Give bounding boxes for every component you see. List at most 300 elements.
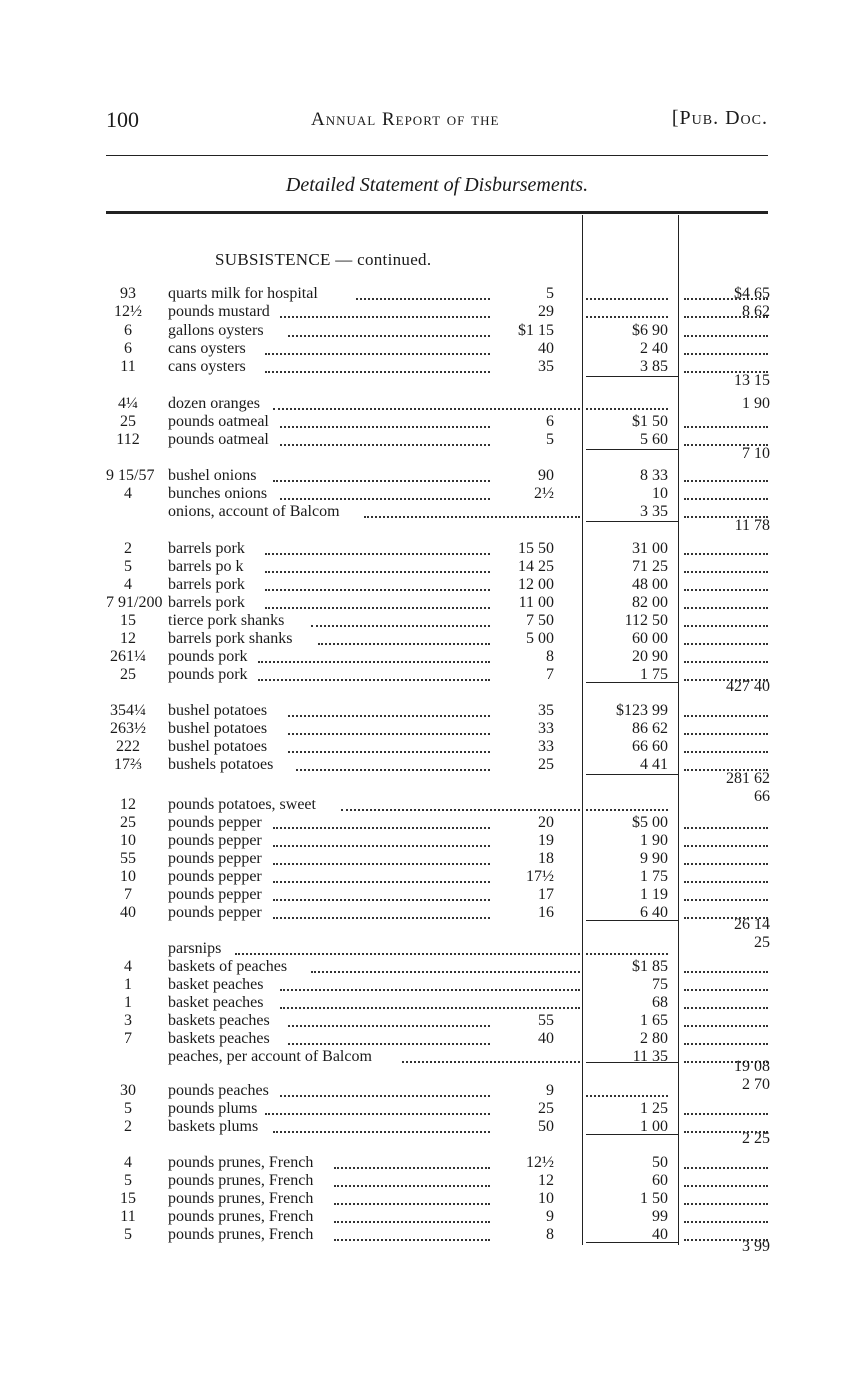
- dot-leader: [684, 899, 768, 901]
- ledger-row: [106, 886, 776, 904]
- dot-leader: [273, 408, 580, 410]
- quantity: 354¼: [110, 702, 146, 719]
- line-amount: 40: [652, 1226, 668, 1243]
- dot-leader: [311, 625, 490, 627]
- item-description: pounds mustard: [168, 303, 270, 320]
- dot-leader: [311, 971, 580, 973]
- line-amount: 60 00: [632, 630, 668, 647]
- quantity: 261¼: [110, 648, 146, 665]
- statement-title: Detailed Statement of Disbursements.: [285, 174, 589, 196]
- quantity: 10: [120, 868, 136, 885]
- ledger-row: [106, 372, 776, 390]
- unit-rate: 12½: [526, 1154, 554, 1171]
- line-amount: 1 25: [640, 1100, 668, 1117]
- subtotal-rule: [586, 920, 678, 921]
- ledger-row: [106, 285, 776, 303]
- dot-leader: [684, 989, 768, 991]
- line-amount: 2 40: [640, 340, 668, 357]
- quantity: 4: [124, 485, 132, 502]
- line-amount: 60: [652, 1172, 668, 1189]
- dot-leader: [684, 1007, 768, 1009]
- item-description: baskets of peaches: [168, 958, 288, 975]
- title-rule: [106, 211, 768, 214]
- dot-leader: [265, 1113, 490, 1115]
- item-description: pounds prunes, French: [168, 1154, 314, 1171]
- group-total: 427 40: [726, 678, 770, 695]
- line-amount: 6 40: [640, 904, 668, 921]
- unit-rate: 5: [546, 431, 554, 448]
- quantity: 1: [124, 976, 132, 993]
- line-amount: 2 80: [640, 1030, 668, 1047]
- quantity: 2: [124, 540, 132, 557]
- item-description: baskets plums: [168, 1118, 259, 1135]
- unit-rate: 55: [538, 1012, 554, 1029]
- unit-rate: 33: [538, 738, 554, 755]
- dot-leader: [684, 733, 768, 735]
- section-heading: SUBSISTENCE — continued.: [215, 250, 432, 269]
- quantity: 4: [124, 1154, 132, 1171]
- unit-rate: $1 15: [518, 322, 554, 339]
- unit-rate: 2½: [534, 485, 554, 502]
- line-amount: 1 00: [640, 1118, 668, 1135]
- quantity: 263½: [110, 720, 146, 737]
- ledger-row: [106, 940, 776, 958]
- dot-leader: [280, 1007, 580, 1009]
- line-amount: $1 50: [632, 413, 668, 430]
- ledger-row: [106, 720, 776, 738]
- quantity: 4: [124, 958, 132, 975]
- group-total: 13 15: [734, 372, 770, 389]
- item-description: bushel potatoes: [168, 720, 268, 737]
- page-number: 100: [106, 107, 139, 132]
- dot-leader: [684, 863, 768, 865]
- line-amount: 8 33: [640, 467, 668, 484]
- dot-leader: [265, 607, 490, 609]
- group-total: 8 62: [742, 303, 770, 320]
- unit-rate: 11 00: [518, 594, 554, 611]
- unit-rate: 9: [546, 1208, 554, 1225]
- dot-leader: [341, 809, 580, 811]
- dot-leader: [273, 480, 490, 482]
- ledger-row: [106, 770, 776, 788]
- line-amount: 68: [652, 994, 668, 1011]
- group-total: 25: [754, 934, 770, 951]
- quantity: 7: [124, 1030, 132, 1047]
- line-amount: 4 41: [640, 756, 668, 773]
- dot-leader: [265, 571, 490, 573]
- unit-rate: 40: [538, 340, 554, 357]
- quantity: 30: [120, 1082, 136, 1099]
- ledger-row: [106, 340, 776, 358]
- ledger-row: [106, 814, 776, 832]
- item-description: pounds prunes, French: [168, 1190, 314, 1207]
- dot-leader: [684, 827, 768, 829]
- dot-leader: [684, 426, 768, 428]
- unit-rate: 35: [538, 358, 554, 375]
- item-description: pounds prunes, French: [168, 1172, 314, 1189]
- quantity: 4¼: [118, 395, 138, 412]
- subtotal-rule: [586, 1242, 678, 1243]
- item-description: tierce pork shanks: [168, 612, 285, 629]
- unit-rate: 14 25: [518, 558, 554, 575]
- dot-leader: [684, 589, 768, 591]
- ledger-row: [106, 1012, 776, 1030]
- unit-rate: 25: [538, 756, 554, 773]
- dot-leader: [288, 751, 490, 753]
- item-description: parsnips: [168, 940, 222, 957]
- quantity: 12½: [114, 303, 142, 320]
- dot-leader: [273, 899, 490, 901]
- quantity: 5: [124, 1100, 132, 1117]
- quantity: 3: [124, 1012, 132, 1029]
- item-description: dozen oranges: [168, 395, 260, 412]
- line-amount: 112 50: [624, 612, 668, 629]
- dot-leader: [288, 733, 490, 735]
- quantity: 2: [124, 1118, 132, 1135]
- dot-leader: [273, 881, 490, 883]
- ledger-row: [106, 1208, 776, 1226]
- item-description: pounds potatoes, sweet: [168, 796, 316, 813]
- group-total: 7 10: [742, 445, 770, 462]
- item-description: quarts milk for hospital: [168, 285, 318, 302]
- quantity: 9 15/57: [106, 467, 155, 484]
- quantity: 5: [124, 1172, 132, 1189]
- group-total: 19 08: [734, 1058, 770, 1075]
- ledger-row: [106, 485, 776, 503]
- ledger-row: [106, 303, 776, 321]
- item-description: basket peaches: [168, 976, 264, 993]
- dot-leader: [258, 661, 490, 663]
- subtotal-rule: [586, 774, 678, 775]
- dot-leader: [684, 1221, 768, 1223]
- page-header: [106, 103, 768, 133]
- ledger-row: [106, 445, 776, 463]
- item-description: pounds pepper: [168, 904, 262, 921]
- ledger-row: [106, 796, 776, 814]
- quantity: 5: [124, 558, 132, 575]
- quantity: 12: [120, 796, 136, 813]
- unit-rate: 19: [538, 832, 554, 849]
- ledger-row: [106, 395, 776, 413]
- dot-leader: [684, 751, 768, 753]
- item-description: barrels pork: [168, 540, 245, 557]
- unit-rate: 9: [546, 1082, 554, 1099]
- dot-leader: [684, 715, 768, 717]
- item-description: pounds oatmeal: [168, 413, 269, 430]
- line-amount: 1 90: [640, 832, 668, 849]
- item-description: pounds plums: [168, 1100, 258, 1117]
- item-description: pounds pepper: [168, 868, 262, 885]
- quantity: 7: [124, 886, 132, 903]
- header-rule: [106, 155, 768, 156]
- dot-leader: [684, 881, 768, 883]
- quantity: 222: [116, 738, 140, 755]
- ledger-row: [106, 850, 776, 868]
- ledger-row: [106, 1030, 776, 1048]
- ledger-row: [106, 976, 776, 994]
- unit-rate: 7 50: [526, 612, 554, 629]
- dot-leader: [288, 1043, 490, 1045]
- line-amount: 31 00: [632, 540, 668, 557]
- ledger-row: [106, 576, 776, 594]
- dot-leader: [334, 1221, 490, 1223]
- item-description: baskets peaches: [168, 1030, 270, 1047]
- dot-leader: [273, 845, 490, 847]
- dot-leader: [586, 809, 668, 811]
- ledger-row: [106, 1238, 776, 1256]
- dot-leader: [684, 1167, 768, 1169]
- dot-leader: [280, 498, 490, 500]
- item-description: barrels po k: [168, 558, 244, 575]
- item-description: pounds pepper: [168, 814, 262, 831]
- dot-leader: [288, 1025, 490, 1027]
- dot-leader: [273, 827, 490, 829]
- item-description: baskets peaches: [168, 1012, 270, 1029]
- dot-leader: [265, 353, 490, 355]
- item-description: pounds pepper: [168, 850, 262, 867]
- running-title: Annual Report of the: [311, 109, 500, 130]
- dot-leader: [334, 1185, 490, 1187]
- item-description: bushel potatoes: [168, 702, 268, 719]
- item-description: pounds prunes, French: [168, 1208, 314, 1225]
- quantity: 7 91/200: [106, 594, 163, 611]
- item-description: peaches, per account of Balcom: [168, 1048, 372, 1065]
- subtotal-rule: [586, 1062, 678, 1063]
- unit-rate: 12 00: [518, 576, 554, 593]
- ledger-row: [106, 540, 776, 558]
- dot-leader: [684, 316, 768, 318]
- line-amount: 5 60: [640, 431, 668, 448]
- dot-leader: [684, 1113, 768, 1115]
- item-description: pounds pepper: [168, 886, 262, 903]
- ledger-row: [106, 994, 776, 1012]
- ledger-row: [106, 517, 776, 535]
- dot-leader: [280, 426, 490, 428]
- line-amount: 82 00: [632, 594, 668, 611]
- dot-leader: [265, 589, 490, 591]
- ledger-row: [106, 1082, 776, 1100]
- dot-leader: [684, 625, 768, 627]
- unit-rate: 15 50: [518, 540, 554, 557]
- unit-rate: 33: [538, 720, 554, 737]
- quantity: 12: [120, 630, 136, 647]
- unit-rate: 12: [538, 1172, 554, 1189]
- dot-leader: [318, 643, 490, 645]
- item-description: barrels pork: [168, 576, 245, 593]
- line-amount: 11 35: [632, 1048, 668, 1065]
- group-total: 11 78: [734, 517, 770, 534]
- dot-leader: [273, 863, 490, 865]
- line-amount: 1 50: [640, 1190, 668, 1207]
- unit-rate: 6: [546, 413, 554, 430]
- item-description: pounds oatmeal: [168, 431, 269, 448]
- group-total: 1 90: [742, 395, 770, 412]
- item-description: bushel potatoes: [168, 738, 268, 755]
- dot-leader: [684, 643, 768, 645]
- line-amount: $1 85: [632, 958, 668, 975]
- ledger-row: [106, 467, 776, 485]
- line-amount: 9 90: [640, 850, 668, 867]
- line-amount: $5 00: [632, 814, 668, 831]
- dot-leader: [586, 953, 668, 955]
- line-amount: 50: [652, 1154, 668, 1171]
- item-description: pounds pepper: [168, 832, 262, 849]
- item-description: bushel onions: [168, 467, 257, 484]
- dot-leader: [684, 1203, 768, 1205]
- ledger-row: [106, 1190, 776, 1208]
- ledger-row: [106, 868, 776, 886]
- unit-rate: 25: [538, 1100, 554, 1117]
- subtotal-rule: [586, 1134, 678, 1135]
- quantity: 55: [120, 850, 136, 867]
- line-amount: 3 35: [640, 503, 668, 520]
- quantity: 6: [124, 322, 132, 339]
- quantity: 25: [120, 814, 136, 831]
- item-description: barrels pork: [168, 594, 245, 611]
- group-total: $4 65: [734, 285, 770, 302]
- ledger-row: [106, 630, 776, 648]
- quantity: 10: [120, 832, 136, 849]
- unit-rate: 16: [538, 904, 554, 921]
- unit-rate: 40: [538, 1030, 554, 1047]
- dot-leader: [265, 553, 490, 555]
- ledger-row: [106, 322, 776, 340]
- dot-leader: [280, 1095, 490, 1097]
- item-description: barrels pork shanks: [168, 630, 293, 647]
- ledger-row: [106, 1154, 776, 1172]
- item-description: basket peaches: [168, 994, 264, 1011]
- dot-leader: [288, 715, 490, 717]
- line-amount: 1 75: [640, 868, 668, 885]
- dot-leader: [684, 971, 768, 973]
- unit-rate: 35: [538, 702, 554, 719]
- dot-leader: [684, 571, 768, 573]
- ledger-row: [106, 678, 776, 696]
- quantity: 40: [120, 904, 136, 921]
- line-amount: 66 60: [632, 738, 668, 755]
- dot-leader: [684, 1043, 768, 1045]
- dot-leader: [280, 316, 490, 318]
- item-description: cans oysters: [168, 340, 246, 357]
- dot-leader: [356, 298, 490, 300]
- line-amount: 20 90: [632, 648, 668, 665]
- item-description: bushels potatoes: [168, 756, 274, 773]
- ledger-row: [106, 594, 776, 612]
- unit-rate: 50: [538, 1118, 554, 1135]
- ledger-row: [106, 612, 776, 630]
- subtotal-rule: [586, 682, 678, 683]
- line-amount: 71 25: [632, 558, 668, 575]
- item-description: gallons oysters: [168, 322, 264, 339]
- quantity: 1: [124, 994, 132, 1011]
- dot-leader: [334, 1167, 490, 1169]
- ledger-row: [106, 702, 776, 720]
- quantity: 6: [124, 340, 132, 357]
- unit-rate: 29: [538, 303, 554, 320]
- unit-rate: 5: [546, 285, 554, 302]
- subtotal-rule: [586, 376, 678, 377]
- item-description: pounds pork: [168, 648, 248, 665]
- line-amount: 48 00: [632, 576, 668, 593]
- dot-leader: [684, 607, 768, 609]
- dot-leader: [235, 953, 580, 955]
- subtotal-rule: [586, 449, 678, 450]
- ledger-row: [106, 1130, 776, 1148]
- line-amount: 10: [652, 485, 668, 502]
- dot-leader: [586, 298, 668, 300]
- quantity: 112: [116, 431, 140, 448]
- dot-leader: [684, 298, 768, 300]
- line-amount: 3 85: [640, 358, 668, 375]
- quantity: 25: [120, 413, 136, 430]
- unit-rate: 5 00: [526, 630, 554, 647]
- quantity: 25: [120, 666, 136, 683]
- item-description: bunches onions: [168, 485, 268, 502]
- dot-leader: [684, 480, 768, 482]
- dot-leader: [288, 335, 490, 337]
- subtotal-rule: [586, 521, 678, 522]
- ledger-row: [106, 738, 776, 756]
- unit-rate: 90: [538, 467, 554, 484]
- dot-leader: [684, 1025, 768, 1027]
- ledger-row: [106, 648, 776, 666]
- unit-rate: 8: [546, 648, 554, 665]
- dot-leader: [684, 661, 768, 663]
- dot-leader: [586, 316, 668, 318]
- dot-leader: [684, 353, 768, 355]
- line-amount: 1 75: [640, 666, 668, 683]
- unit-rate: 7: [546, 666, 554, 683]
- quantity: 93: [120, 285, 136, 302]
- line-amount: 86 62: [632, 720, 668, 737]
- dot-leader: [280, 989, 580, 991]
- dot-leader: [684, 553, 768, 555]
- unit-rate: 18: [538, 850, 554, 867]
- line-amount: $6 90: [632, 322, 668, 339]
- quantity: 11: [120, 358, 136, 375]
- ledger-row: [106, 1172, 776, 1190]
- dot-leader: [586, 408, 668, 410]
- line-amount: $123 99: [616, 702, 668, 719]
- group-total: 26 14: [734, 916, 770, 933]
- group-total: 66: [754, 788, 770, 805]
- ledger-row: [106, 832, 776, 850]
- ledger-row: [106, 1100, 776, 1118]
- quantity: 15: [120, 1190, 136, 1207]
- unit-rate: 17: [538, 886, 554, 903]
- group-total: 2 25: [742, 1130, 770, 1147]
- item-description: onions, account of Balcom: [168, 503, 340, 520]
- item-description: cans oysters: [168, 358, 246, 375]
- line-amount: 1 65: [640, 1012, 668, 1029]
- dot-leader: [586, 1095, 668, 1097]
- dot-leader: [684, 498, 768, 500]
- unit-rate: 8: [546, 1226, 554, 1243]
- pub-doc-label: [Pub. Doc.: [671, 107, 768, 129]
- unit-rate: 17½: [526, 868, 554, 885]
- unit-rate: 10: [538, 1190, 554, 1207]
- ledger-row: [106, 958, 776, 976]
- ledger-row: [106, 413, 776, 431]
- ledger-row: [106, 558, 776, 576]
- item-description: pounds prunes, French: [168, 1226, 314, 1243]
- dot-leader: [684, 845, 768, 847]
- quantity: 4: [124, 576, 132, 593]
- quantity: 5: [124, 1226, 132, 1243]
- ledger-row: [106, 916, 776, 934]
- group-total: 3 99: [742, 1238, 770, 1255]
- item-description: pounds pork: [168, 666, 248, 683]
